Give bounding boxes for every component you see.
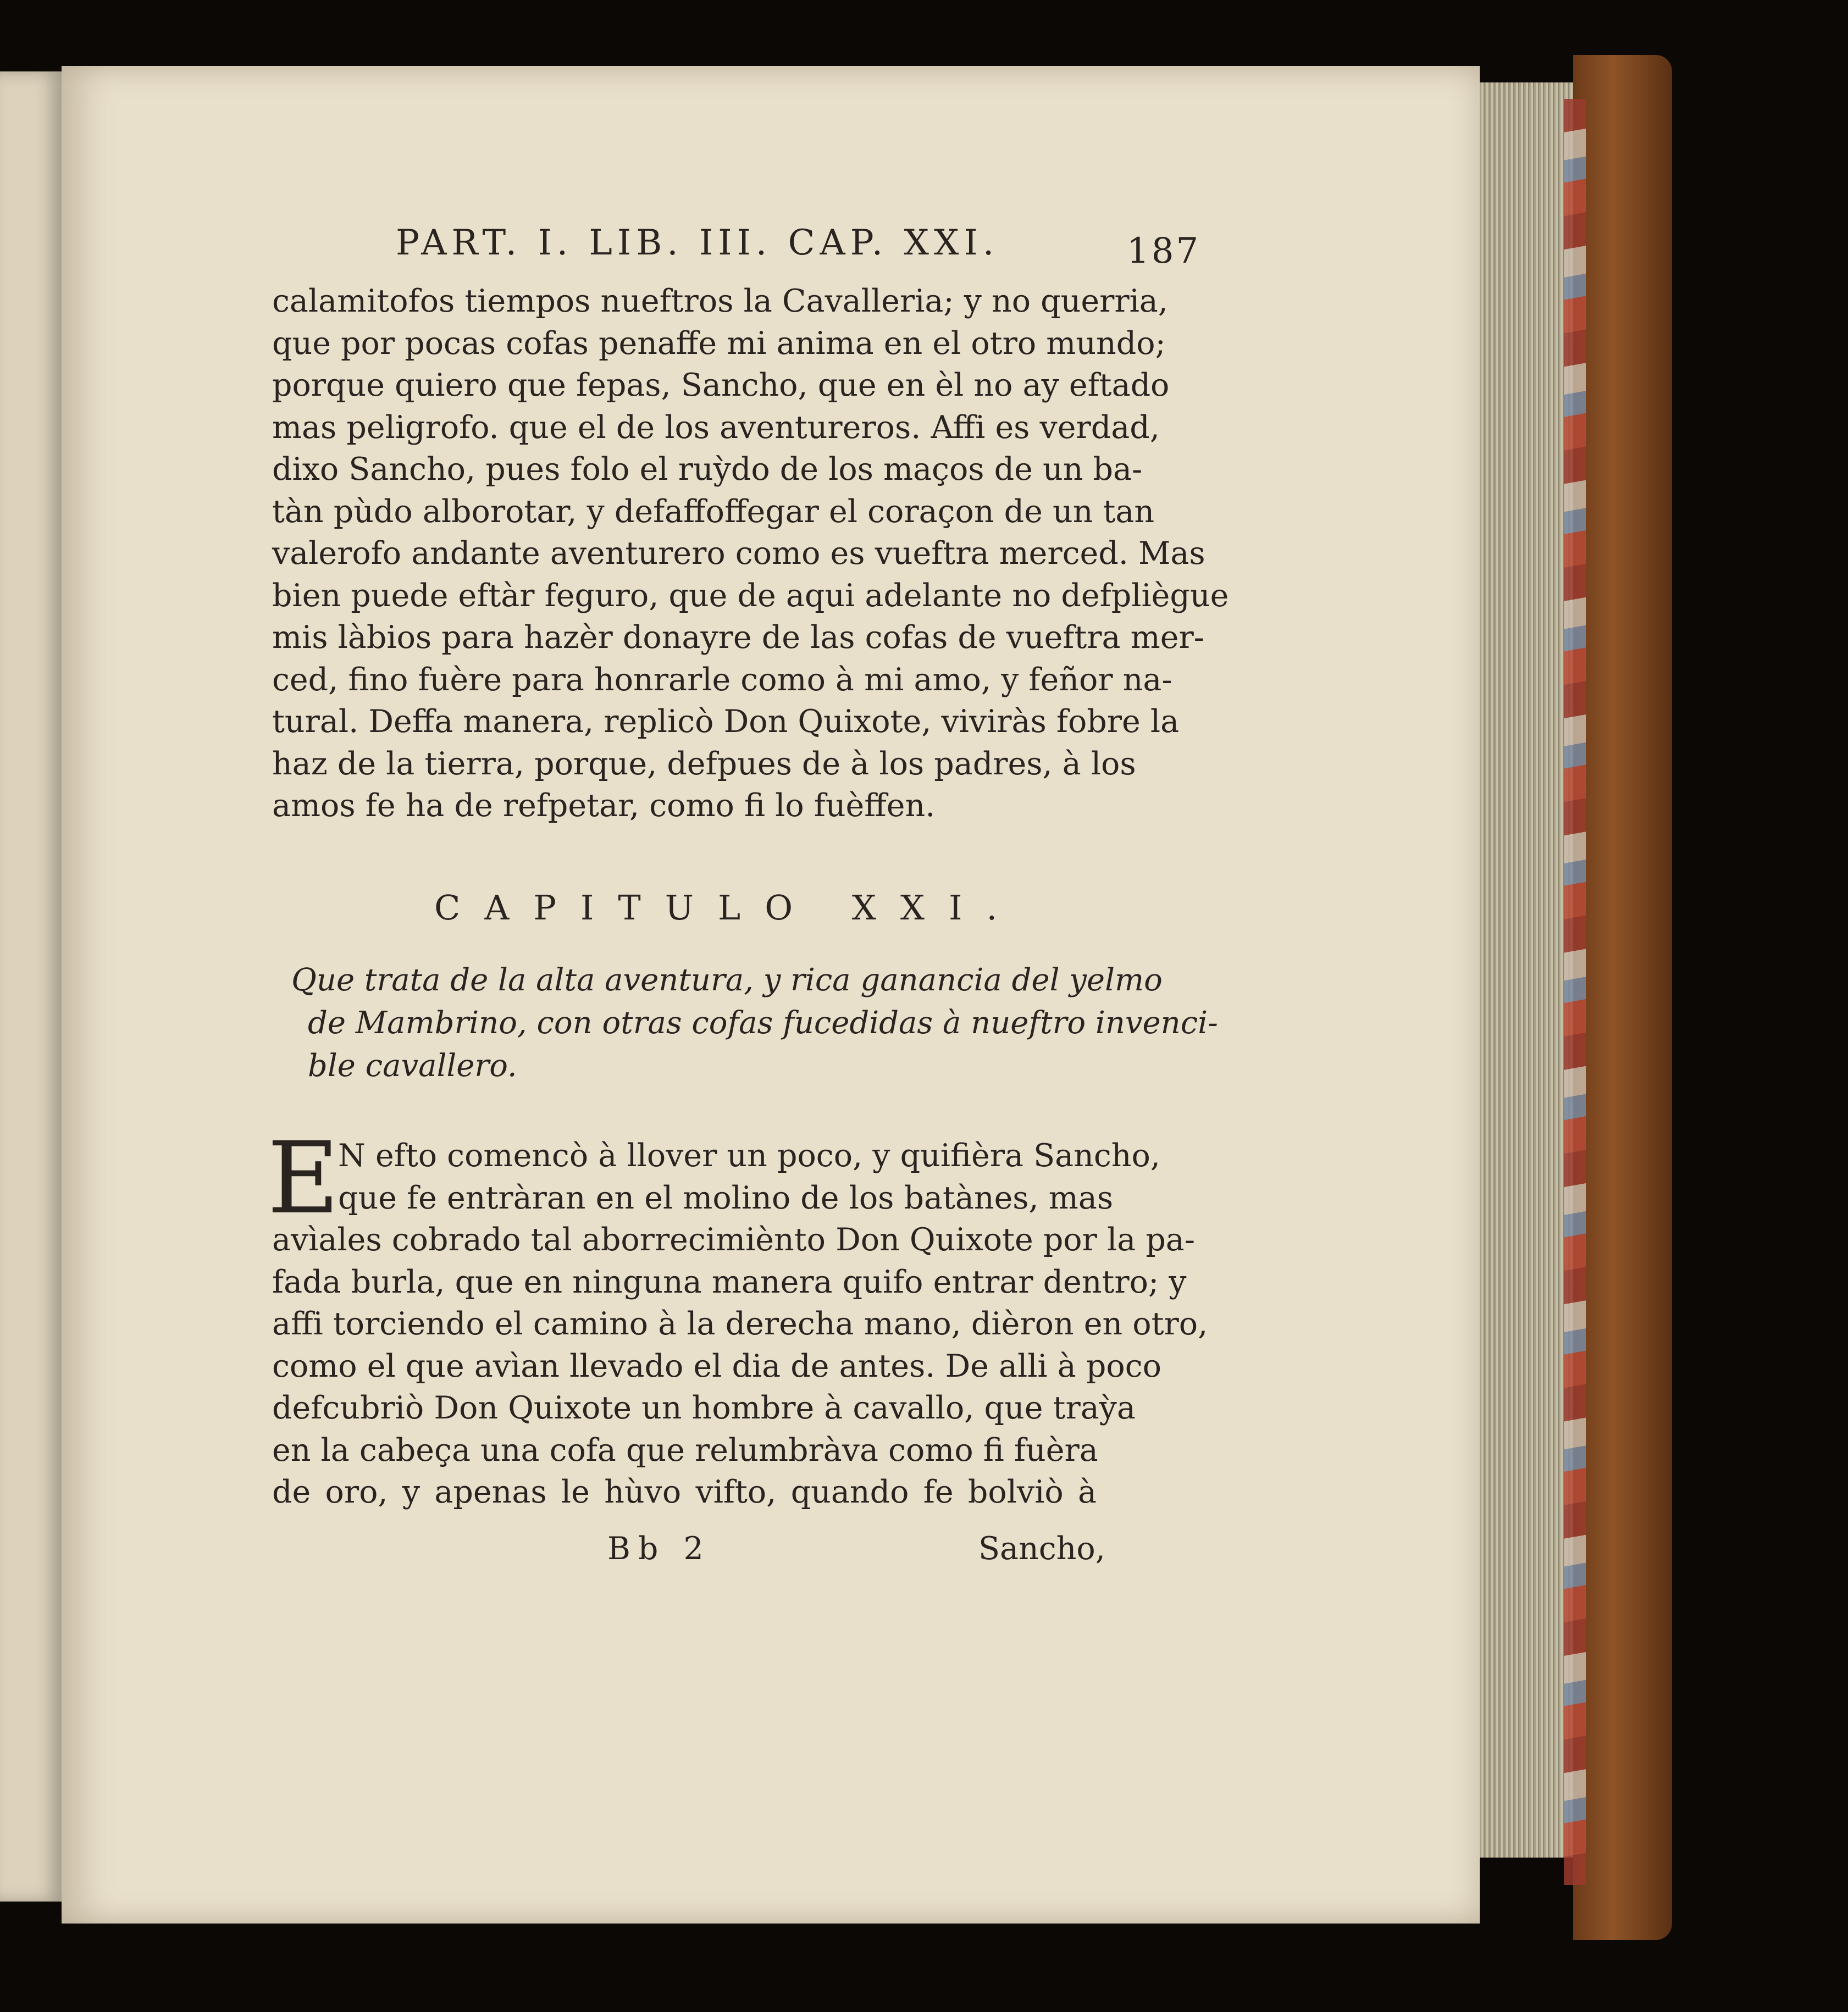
page-edges xyxy=(1480,82,1573,1858)
text-line: ced, fino fuère para honrarle como à mi amo, y feñor na- xyxy=(272,661,1172,698)
text-line: tàn pùdo alborotar, y defaffoffegar el coraçon de un tan xyxy=(272,493,1155,530)
text-line: mis làbios para hazèr donayre de las cofas de vueftra mer- xyxy=(272,619,1204,656)
text-line: affi torciendo el camino à la derecha mano, dièron en otro, xyxy=(272,1306,1208,1342)
text-line: que por pocas cofas penaffe mi anima en el otro mundo; xyxy=(272,325,1166,362)
page-number: 187 xyxy=(1127,231,1201,271)
summary-line: Que trata de la alta aventura, y rica ganancia del yelmo xyxy=(291,962,1163,998)
paragraph-1 xyxy=(272,280,1229,827)
facing-page-edge xyxy=(0,71,65,1902)
drop-cap: E xyxy=(267,1121,340,1236)
text-line: tural. Deffa manera, replicò Don Quixote, viviràs fobre la xyxy=(272,703,1180,740)
paragraph-2 xyxy=(272,1135,1208,1514)
summary-line: de Mambrino, con otras cofas fucedidas à nueftro invenci- xyxy=(308,1005,1218,1041)
text-line: de oro, y apenas le hùvo vifto, quando fe bolviò à xyxy=(272,1474,1097,1510)
text-line: que fe entràran en el molino de los batànes, mas xyxy=(338,1179,1114,1216)
marbled-edge xyxy=(1564,99,1586,1885)
text-line: N efto comencò à llover un poco, y quifièra Sancho, xyxy=(338,1138,1160,1174)
text-line: como el que avìan llevado el dia de antes. De alli à poco xyxy=(272,1348,1161,1384)
catchword: Sancho, xyxy=(978,1531,1105,1567)
text-line: haz de la tierra, porque, defpues de à los padres, à los xyxy=(272,745,1136,782)
text-line: bien puede eftàr feguro, que de aqui adelante no defpliègue xyxy=(272,577,1229,614)
text-line: defcubriò Don Quixote un hombre à cavallo, que traỳa xyxy=(272,1390,1136,1426)
text-line: calamitofos tiempos nueftros la Cavalleria; y no querria, xyxy=(272,283,1168,319)
text-line: porque quiero que fepas, Sancho, que en èl no ay eftado xyxy=(272,367,1170,403)
summary-line: ble cavallero. xyxy=(308,1048,517,1084)
text-line: fada burla, que en ninguna manera quifo entrar dentro; y xyxy=(272,1263,1187,1300)
signature-mark: Bb 2 xyxy=(607,1531,711,1567)
text-line: dixo Sancho, pues folo el ruỳdo de los maços de un ba- xyxy=(272,451,1143,487)
text-line: avìales cobrado tal aborrecimiènto Don Quixote por la pa- xyxy=(272,1222,1196,1258)
text-line: mas peligrofo. que el de los aventureros. Affi es verdad, xyxy=(272,409,1160,446)
chapter-summary xyxy=(291,959,1218,1088)
text-line: valerofo andante aventurero como es vueftra merced. Mas xyxy=(272,535,1205,572)
running-head: PART. I. LIB. III. CAP. XXI. xyxy=(396,223,999,263)
text-line: amos fe ha de refpetar, como fi lo fuèffen. xyxy=(272,788,936,824)
text-line: en la cabeça una cofa que relumbràva como fi fuèra xyxy=(272,1432,1098,1468)
book-cover xyxy=(1573,55,1672,1940)
chapter-title: CAPITULO XXI. xyxy=(434,888,1022,928)
